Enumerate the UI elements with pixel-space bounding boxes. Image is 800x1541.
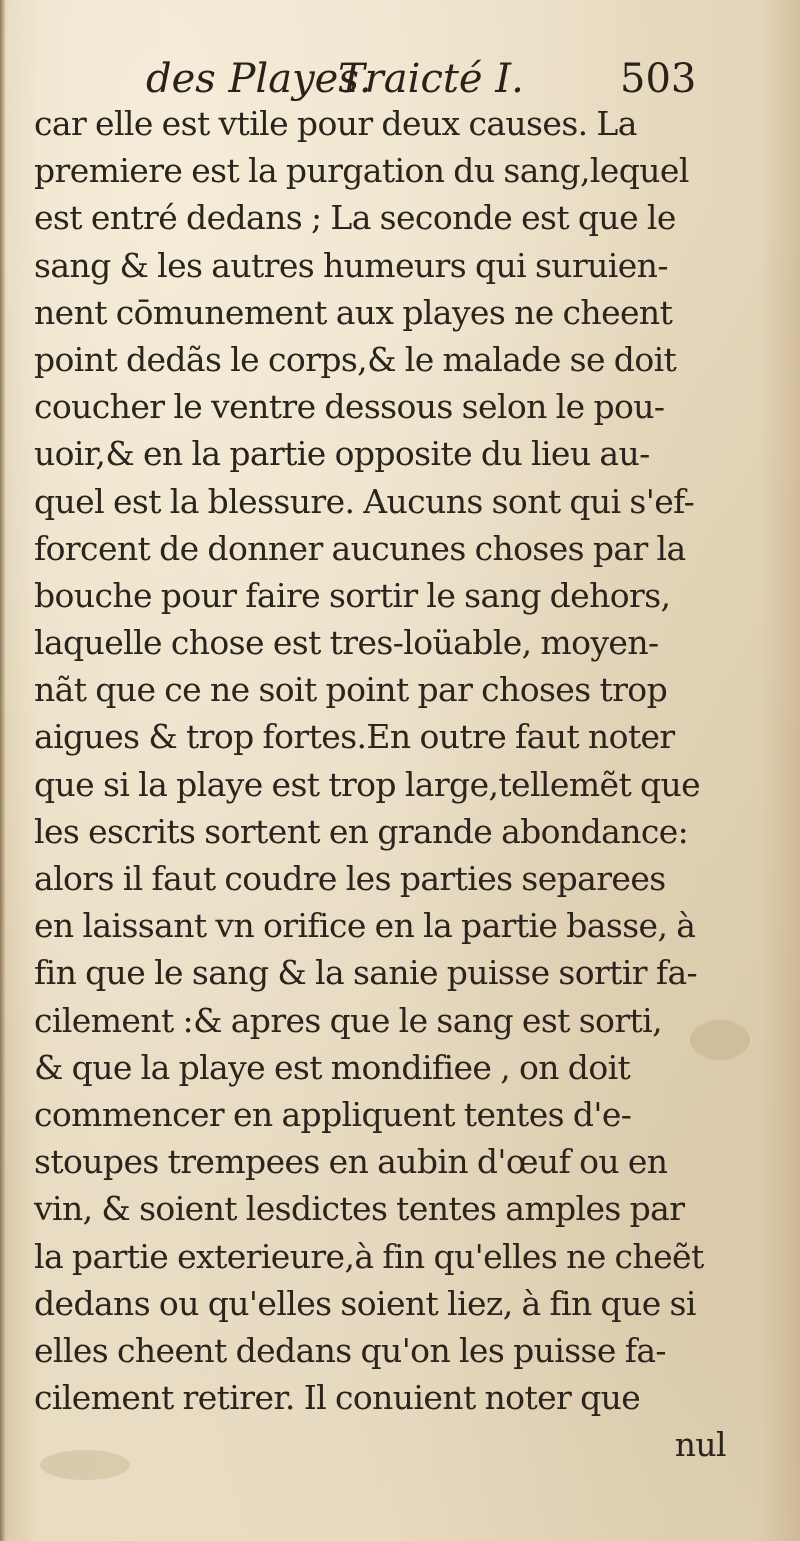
text-line: stoupes trempees en aubin d'œuf ou en: [34, 1142, 668, 1182]
text-line: & que la playe est mondifiee , on doit: [34, 1047, 631, 1087]
page-number: 503: [620, 56, 697, 102]
text-line: commencer en appliquent tentes d'e-: [34, 1094, 632, 1134]
body-text: [34, 100, 742, 1468]
text-line: quel est la blessure. Aucuns sont qui s'ef-: [34, 481, 695, 521]
text-line: la partie exterieure,à fin qu'elles ne cheẽt: [34, 1236, 704, 1276]
text-line: dedans ou qu'elles soient liez, à fin que si: [34, 1283, 696, 1323]
text-line: en laissant vn orifice en la partie basse, à: [34, 906, 696, 946]
header-section-title: des Playes.: [146, 56, 372, 102]
text-line: coucher le ventre dessous selon le pou-: [34, 387, 665, 427]
header-treatise-title: Traicté I.: [338, 56, 524, 102]
text-line: est entré dedans ; La seconde est que le: [34, 198, 676, 238]
text-line: que si la playe est trop large,tellemẽt que: [34, 764, 701, 804]
text-line: fin que le sang & la sanie puisse sortir fa-: [34, 953, 698, 993]
text-line: car elle est vtile pour deux causes. La: [34, 104, 637, 143]
text-line: alors il faut coudre les parties separees: [34, 859, 666, 898]
text-line: bouche pour faire sortir le sang dehors,: [34, 575, 671, 615]
text-line: les escrits sortent en grande abondance:: [34, 811, 689, 851]
page-edge-shadow: [0, 0, 6, 1541]
text-line: elles cheent dedans qu'on les puisse fa-: [34, 1330, 666, 1370]
text-line: laquelle chose est tres-loüable, moyen-: [34, 623, 659, 663]
text-line: vin, & soient lesdictes tentes amples par: [34, 1189, 685, 1229]
text-line: cilement :& apres que le sang est sorti,: [34, 1000, 663, 1040]
text-line: forcent de donner aucunes choses par la: [34, 528, 686, 568]
text-line: point dedãs le corps,& le malade se doit: [34, 339, 677, 379]
text-line: cilement retirer. Il conuient noter que: [34, 1378, 641, 1418]
text-line: premiere est la purgation du sang,lequel: [34, 151, 689, 191]
text-line: aigues & trop fortes.En outre faut noter: [34, 717, 675, 757]
text-line: sang & les autres humeurs qui suruien-: [34, 245, 668, 285]
text-line: nãt que ce ne soit point par choses trop: [34, 670, 668, 710]
running-header: [0, 40, 800, 104]
text-line: uoir,& en la partie opposite du lieu au-: [34, 434, 650, 474]
text-line: nent cōmunement aux playes ne cheent: [34, 292, 673, 332]
catchword: nul: [674, 1425, 726, 1465]
